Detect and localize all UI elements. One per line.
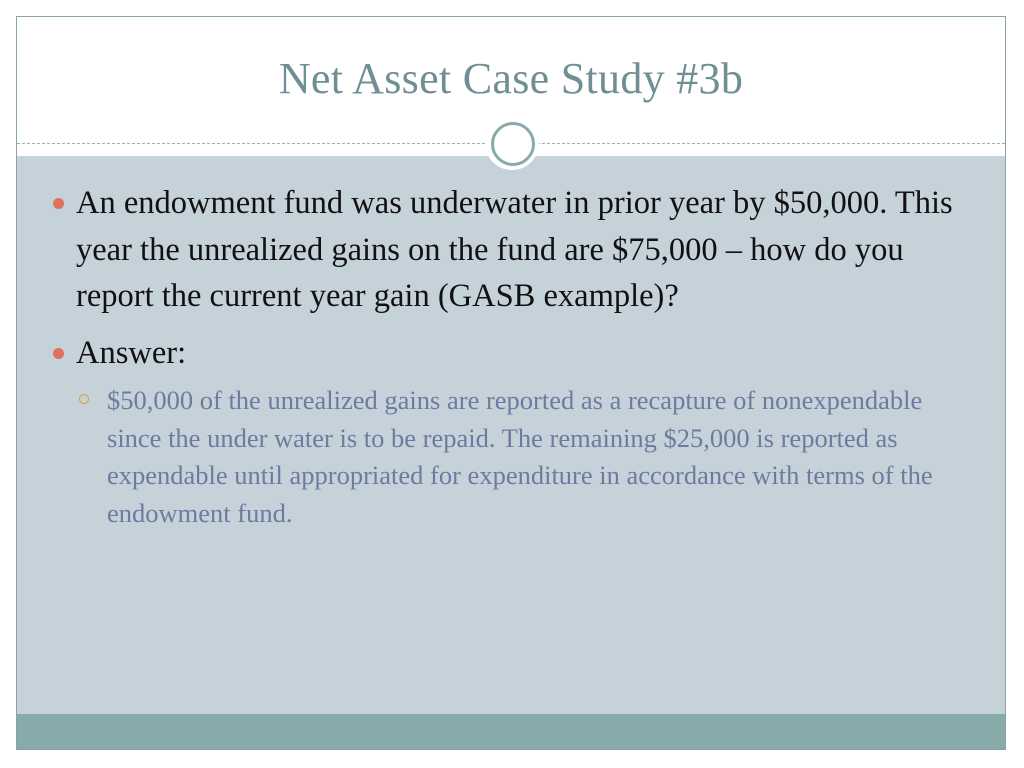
bullet-text: Answer: bbox=[76, 334, 187, 371]
bullet-dot-icon bbox=[53, 198, 64, 209]
bullet-dot-icon bbox=[53, 348, 64, 359]
bullet-item bbox=[53, 180, 973, 320]
slide bbox=[16, 16, 1006, 750]
ring-icon bbox=[491, 122, 535, 166]
bullet-text: An endowment fund was underwater in prior year by $50,000. This year the unrealized gains on the fund are $75,000 – how do you report the current year gain (GASB example)? bbox=[76, 185, 953, 314]
slide-title: Net Asset Case Study #3b bbox=[278, 54, 744, 103]
bullet-ring-icon bbox=[79, 394, 89, 404]
circle-ornament bbox=[485, 116, 539, 170]
bullet-item bbox=[53, 330, 973, 377]
footer-bar bbox=[17, 714, 1005, 749]
sub-bullet-text: $50,000 of the unrealized gains are reported as a recapture of nonexpendable since the under water is to be repaid. The remaining $25,000 is reported as expendable until appropriated for expenditure in accordance with terms of the endowment fund. bbox=[107, 385, 933, 528]
bullet-list bbox=[53, 180, 973, 532]
sub-bullet-item bbox=[75, 382, 973, 532]
